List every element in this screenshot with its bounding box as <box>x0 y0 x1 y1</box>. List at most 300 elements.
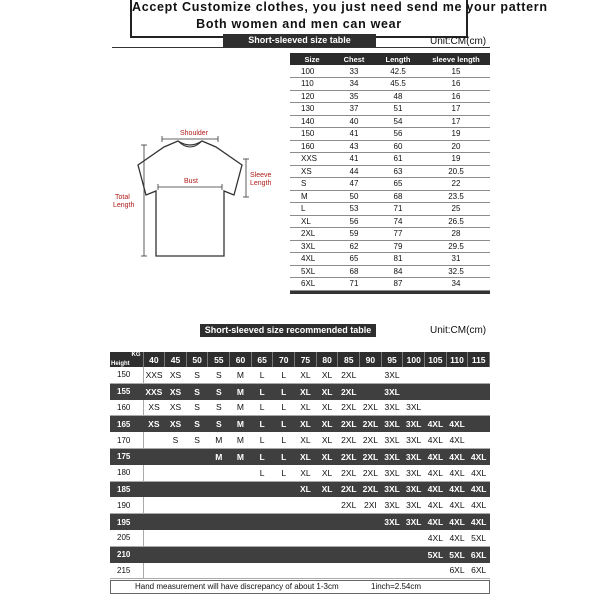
size-cell: S <box>290 178 334 191</box>
size-recommendation-cell <box>251 497 273 513</box>
recommendation-row <box>110 546 490 562</box>
size-recommendation-cell <box>273 546 295 562</box>
banner-line-2: Both women and men can wear <box>196 17 402 31</box>
shoulder-label: Shoulder <box>180 130 209 137</box>
size-recommendation-cell: S <box>165 432 187 448</box>
size-recommendation-cell <box>425 383 447 399</box>
size-recommendation-cell: 2XL <box>360 416 382 432</box>
size-recommendation-cell <box>468 432 490 448</box>
length-cell: 61 <box>374 153 422 166</box>
size-recommendation-cell: 3XL <box>381 481 403 497</box>
size-recommendation-cell <box>165 497 187 513</box>
size-table-row <box>290 103 490 116</box>
sleeve-cell: 19 <box>422 153 490 166</box>
sleeve-cell: 16 <box>422 78 490 91</box>
height-cell: 195 <box>110 514 143 530</box>
height-cell: 215 <box>110 563 143 579</box>
size-recommendation-cell: S <box>186 400 208 416</box>
size-table-row <box>290 203 490 216</box>
chest-cell: 43 <box>334 140 374 153</box>
size-recommendation-cell <box>381 563 403 579</box>
height-cell: 155 <box>110 383 143 399</box>
size-recommendation-cell <box>208 530 230 546</box>
size-recommendation-cell: 4XL <box>446 497 468 513</box>
total-length-label-2: Length <box>113 202 135 209</box>
size-recommendation-cell <box>403 383 425 399</box>
size-recommendation-cell <box>230 481 252 497</box>
size-table <box>290 53 490 294</box>
weight-header-cell: 40 <box>143 352 165 367</box>
size-recommendation-cell: XXS <box>143 383 165 399</box>
weight-header-cell: 50 <box>186 352 208 367</box>
chest-cell: 59 <box>334 228 374 241</box>
size-recommendation-cell <box>230 546 252 562</box>
size-recommendation-cell: 3XL <box>403 481 425 497</box>
size-recommendation-cell <box>403 546 425 562</box>
size-recommendation-cell: S <box>186 383 208 399</box>
size-recommendation-cell: 4XL <box>468 481 490 497</box>
size-recommendation-cell <box>251 481 273 497</box>
size-recommendation-cell <box>403 367 425 383</box>
size-recommendation-cell: 2XL <box>338 497 360 513</box>
recommendation-row <box>110 432 490 448</box>
weight-header-cell: 65 <box>251 352 273 367</box>
size-recommendation-cell: L <box>273 448 295 464</box>
size-recommendation-cell <box>251 546 273 562</box>
size-table-row <box>290 90 490 103</box>
size-recommendation-cell: 2XL <box>338 400 360 416</box>
size-table-row <box>290 128 490 141</box>
size-recommendation-cell <box>186 546 208 562</box>
size-recommendation-cell <box>425 367 447 383</box>
size-recommendation-cell <box>273 514 295 530</box>
length-cell: 87 <box>374 278 422 291</box>
size-recommendation-cell: 2XL <box>360 400 382 416</box>
size-recommendation-cell: 2XL <box>360 448 382 464</box>
length-cell: 45.5 <box>374 78 422 91</box>
size-recommendation-cell <box>273 530 295 546</box>
size-recommendation-cell: M <box>230 448 252 464</box>
size-recommendation-cell: M <box>230 416 252 432</box>
chest-cell: 62 <box>334 240 374 253</box>
sleeve-cell: 22 <box>422 178 490 191</box>
size-recommendation-cell <box>381 530 403 546</box>
size-recommendation-cell: 6XL <box>446 563 468 579</box>
size-recommendation-cell <box>338 546 360 562</box>
size-recommendation-cell: 2XL <box>360 465 382 481</box>
size-table-row <box>290 190 490 203</box>
size-cell: 160 <box>290 140 334 153</box>
size-recommendation-cell: L <box>251 432 273 448</box>
length-cell: 74 <box>374 215 422 228</box>
length-cell: 63 <box>374 165 422 178</box>
length-cell: 77 <box>374 228 422 241</box>
size-cell: L <box>290 203 334 216</box>
size-recommendation-cell <box>165 465 187 481</box>
size-recommendation-cell <box>208 563 230 579</box>
size-recommendation-cell: L <box>251 383 273 399</box>
size-table-row <box>290 253 490 266</box>
size-recommendation-cell: 2XI <box>360 497 382 513</box>
size-recommendation-cell <box>208 465 230 481</box>
size-recommendation-cell: 2XL <box>338 432 360 448</box>
size-recommendation-cell: 6XL <box>468 546 490 562</box>
size-table-title: Short-sleeved size table <box>223 34 376 47</box>
size-recommendation-cell: XL <box>316 416 338 432</box>
size-recommendation-cell <box>143 497 165 513</box>
size-recommendation-cell <box>403 530 425 546</box>
size-recommendation-cell <box>165 563 187 579</box>
size-recommendation-cell: M <box>230 432 252 448</box>
size-recommendation-cell: 2XL <box>338 448 360 464</box>
chest-cell: 40 <box>334 115 374 128</box>
height-cell: 210 <box>110 546 143 562</box>
size-recommendation-cell: L <box>273 465 295 481</box>
size-recommendation-cell: XS <box>165 400 187 416</box>
length-cell: 48 <box>374 90 422 103</box>
size-recommendation-cell: 2XL <box>338 416 360 432</box>
size-recommendation-cell: L <box>273 367 295 383</box>
size-recommendation-cell <box>338 530 360 546</box>
size-cell: M <box>290 190 334 203</box>
size-recommendation-cell <box>208 546 230 562</box>
size-recommendation-cell: XL <box>295 432 317 448</box>
size-recommendation-cell: 3XL <box>381 367 403 383</box>
sleeve-cell: 17 <box>422 115 490 128</box>
weight-header-cell: 105 <box>425 352 447 367</box>
size-recommendation-cell: 2XL <box>338 481 360 497</box>
chest-cell: 68 <box>334 265 374 278</box>
size-recommendation-cell <box>230 530 252 546</box>
size-recommendation-cell: S <box>208 383 230 399</box>
size-recommendation-cell <box>230 497 252 513</box>
size-recommendation-cell: 4XL <box>425 465 447 481</box>
size-recommendation-cell: 4XL <box>446 465 468 481</box>
height-label: Height <box>111 361 130 367</box>
size-recommendation-cell <box>143 432 165 448</box>
size-recommendation-cell <box>251 530 273 546</box>
size-recommendation-cell <box>186 563 208 579</box>
chest-col-header: Chest <box>334 53 374 65</box>
size-recommendation-cell: 3XL <box>381 465 403 481</box>
size-cell: 4XL <box>290 253 334 266</box>
size-recommendation-cell: 3XL <box>381 432 403 448</box>
bust-label: Bust <box>184 178 199 185</box>
size-recommendation-cell: L <box>251 465 273 481</box>
chest-cell: 50 <box>334 190 374 203</box>
size-recommendation-cell: XXS <box>143 367 165 383</box>
size-recommendation-cell <box>143 448 165 464</box>
chest-cell: 71 <box>334 278 374 291</box>
rec-table-unit: Unit:CM(cm) <box>430 325 487 336</box>
size-recommendation-cell <box>446 367 468 383</box>
length-col-header: Length <box>374 53 422 65</box>
chest-cell: 53 <box>334 203 374 216</box>
size-recommendation-cell <box>186 465 208 481</box>
length-cell: 65 <box>374 178 422 191</box>
size-recommendation-cell <box>403 563 425 579</box>
size-recommendation-cell: 4XL <box>446 530 468 546</box>
size-cell: 6XL <box>290 278 334 291</box>
size-recommendation-cell: 4XL <box>446 432 468 448</box>
size-recommendation-cell: 4XL <box>446 416 468 432</box>
size-recommendation-cell: XL <box>316 481 338 497</box>
size-table-row <box>290 265 490 278</box>
tshirt-diagram <box>106 115 286 275</box>
height-cell: 175 <box>110 448 143 464</box>
recommendation-row <box>110 465 490 481</box>
weight-header-cell: 55 <box>208 352 230 367</box>
size-recommendation-cell: 6XL <box>468 563 490 579</box>
size-recommendation-cell <box>446 383 468 399</box>
size-recommendation-cell: 5XL <box>446 546 468 562</box>
banner-line-1: Accept Customize clothes, you just need send me your pattern <box>132 0 548 14</box>
size-recommendation-cell <box>273 481 295 497</box>
size-recommendation-cell: 3XL <box>403 465 425 481</box>
size-recommendation-cell <box>360 514 382 530</box>
size-recommendation-cell <box>295 546 317 562</box>
size-recommendation-cell <box>165 481 187 497</box>
size-recommendation-cell: 3XL <box>381 448 403 464</box>
sleeve-cell: 26.5 <box>422 215 490 228</box>
sleeve-cell: 34 <box>422 278 490 291</box>
chest-cell: 44 <box>334 165 374 178</box>
size-recommendation-cell: S <box>208 367 230 383</box>
size-recommendation-cell: 2XL <box>338 367 360 383</box>
size-recommendation-cell: 4XL <box>425 432 447 448</box>
size-recommendation-cell <box>230 514 252 530</box>
size-table-row <box>290 278 490 291</box>
sleeve-cell: 23.5 <box>422 190 490 203</box>
weight-header-cell: 70 <box>273 352 295 367</box>
measurement-note: Hand measurement will have discrepancy of about 1-3cm <box>135 582 339 591</box>
height-cell: 170 <box>110 432 143 448</box>
size-recommendation-cell: 3XL <box>403 448 425 464</box>
size-recommendation-cell: S <box>186 367 208 383</box>
size-recommendation-cell <box>381 546 403 562</box>
size-cell: 5XL <box>290 265 334 278</box>
size-recommendation-cell: 4XL <box>425 481 447 497</box>
sleeve-cell: 16 <box>422 90 490 103</box>
size-recommendation-cell: 3XL <box>381 514 403 530</box>
size-recommendation-cell <box>186 448 208 464</box>
size-recommendation-cell: XL <box>316 432 338 448</box>
size-recommendation-cell <box>360 563 382 579</box>
size-recommendation-cell <box>425 563 447 579</box>
weight-header-cell: 75 <box>295 352 317 367</box>
size-recommendation-cell <box>468 367 490 383</box>
size-recommendation-cell <box>251 514 273 530</box>
chest-cell: 33 <box>334 65 374 78</box>
size-recommendation-cell: 3XL <box>403 497 425 513</box>
size-cell: 140 <box>290 115 334 128</box>
size-recommendation-cell: 3XL <box>381 400 403 416</box>
recommended-size-table <box>110 352 490 579</box>
sleeve-cell: 25 <box>422 203 490 216</box>
weight-header-cell: 90 <box>360 352 382 367</box>
size-recommendation-cell: XL <box>316 400 338 416</box>
header-banner <box>130 0 548 38</box>
size-cell: 2XL <box>290 228 334 241</box>
weight-header-cell: 110 <box>446 352 468 367</box>
size-cell: 110 <box>290 78 334 91</box>
recommendation-row <box>110 448 490 464</box>
size-table-row <box>290 228 490 241</box>
weight-header-cell: 60 <box>230 352 252 367</box>
size-cell: 3XL <box>290 240 334 253</box>
size-cell: 150 <box>290 128 334 141</box>
size-recommendation-cell: 4XL <box>468 514 490 530</box>
size-recommendation-cell: 4XL <box>468 448 490 464</box>
size-recommendation-cell <box>143 465 165 481</box>
chest-cell: 37 <box>334 103 374 116</box>
recommendation-row <box>110 400 490 416</box>
size-recommendation-cell <box>468 383 490 399</box>
size-recommendation-cell: S <box>186 432 208 448</box>
size-recommendation-cell: L <box>273 416 295 432</box>
size-recommendation-cell <box>316 514 338 530</box>
size-recommendation-cell <box>143 530 165 546</box>
size-recommendation-cell: XL <box>295 416 317 432</box>
total-length-label-1: Total <box>115 194 130 201</box>
size-recommendation-cell <box>143 481 165 497</box>
sleeve-cell: 28 <box>422 228 490 241</box>
chest-cell: 34 <box>334 78 374 91</box>
chest-cell: 56 <box>334 215 374 228</box>
size-table-row <box>290 140 490 153</box>
size-table-row <box>290 115 490 128</box>
size-recommendation-cell <box>295 514 317 530</box>
size-recommendation-cell <box>208 481 230 497</box>
length-cell: 42.5 <box>374 65 422 78</box>
size-recommendation-cell: L <box>251 367 273 383</box>
size-recommendation-cell: M <box>208 432 230 448</box>
size-recommendation-cell: L <box>251 400 273 416</box>
height-cell: 160 <box>110 400 143 416</box>
rec-table-title: Short-sleeved size recommended table <box>200 324 376 337</box>
size-table-row <box>290 240 490 253</box>
size-recommendation-cell <box>338 563 360 579</box>
sleeve-cell: 29.5 <box>422 240 490 253</box>
size-recommendation-cell: S <box>186 416 208 432</box>
weight-header-row <box>110 352 490 367</box>
size-recommendation-cell <box>143 514 165 530</box>
size-recommendation-cell: 5XL <box>425 546 447 562</box>
size-recommendation-cell: 4XL <box>425 448 447 464</box>
chest-cell: 47 <box>334 178 374 191</box>
size-recommendation-cell: M <box>230 400 252 416</box>
size-recommendation-cell <box>143 563 165 579</box>
size-recommendation-cell: XL <box>295 400 317 416</box>
size-recommendation-cell: XL <box>316 465 338 481</box>
size-col-header: Size <box>290 53 334 65</box>
size-recommendation-cell <box>360 367 382 383</box>
sleeve-cell: 32.5 <box>422 265 490 278</box>
inch-conversion: 1inch=2.54cm <box>371 582 422 591</box>
size-recommendation-cell: 2XL <box>360 481 382 497</box>
sleeve-col-header: sleeve length <box>422 53 490 65</box>
size-cell: 100 <box>290 65 334 78</box>
size-table-row <box>290 178 490 191</box>
size-recommendation-cell <box>165 530 187 546</box>
size-table-row <box>290 78 490 91</box>
size-cell: 130 <box>290 103 334 116</box>
length-cell: 54 <box>374 115 422 128</box>
size-recommendation-cell: XS <box>143 400 165 416</box>
size-recommendation-cell: L <box>273 383 295 399</box>
size-recommendation-cell: M <box>230 367 252 383</box>
recommendation-row <box>110 530 490 546</box>
recommendation-row <box>110 563 490 579</box>
size-recommendation-cell <box>316 546 338 562</box>
size-table-footer-bar <box>290 290 490 294</box>
length-cell: 51 <box>374 103 422 116</box>
size-recommendation-cell: XS <box>165 416 187 432</box>
sleeve-cell: 31 <box>422 253 490 266</box>
footnote <box>110 580 490 594</box>
size-recommendation-cell <box>316 530 338 546</box>
size-recommendation-cell: 5XL <box>468 530 490 546</box>
size-recommendation-cell: XL <box>316 448 338 464</box>
size-recommendation-cell: 3XL <box>381 497 403 513</box>
size-recommendation-cell <box>295 497 317 513</box>
length-cell: 84 <box>374 265 422 278</box>
weight-header-cell: 100 <box>403 352 425 367</box>
size-recommendation-cell <box>446 400 468 416</box>
height-cell: 190 <box>110 497 143 513</box>
size-recommendation-cell: XS <box>165 367 187 383</box>
size-recommendation-cell <box>360 530 382 546</box>
size-recommendation-cell <box>186 497 208 513</box>
size-recommendation-cell <box>186 530 208 546</box>
recommendation-row <box>110 383 490 399</box>
length-cell: 81 <box>374 253 422 266</box>
size-recommendation-cell: 4XL <box>446 514 468 530</box>
size-recommendation-cell <box>316 497 338 513</box>
recommendation-row <box>110 416 490 432</box>
size-recommendation-cell <box>186 481 208 497</box>
size-recommendation-cell: XS <box>165 383 187 399</box>
sleeve-cell: 20.5 <box>422 165 490 178</box>
size-cell: 120 <box>290 90 334 103</box>
size-recommendation-cell <box>295 563 317 579</box>
size-recommendation-cell: L <box>251 448 273 464</box>
size-cell: XL <box>290 215 334 228</box>
chest-cell: 41 <box>334 153 374 166</box>
size-table-row <box>290 65 490 78</box>
size-recommendation-cell: 4XL <box>425 530 447 546</box>
size-recommendation-cell: 2XL <box>338 383 360 399</box>
size-recommendation-cell <box>143 546 165 562</box>
size-table-row <box>290 153 490 166</box>
weight-header-cell: 45 <box>165 352 187 367</box>
size-recommendation-cell: M <box>208 448 230 464</box>
size-recommendation-cell: 4XL <box>468 497 490 513</box>
size-recommendation-cell <box>230 465 252 481</box>
size-recommendation-cell: 4XL <box>425 514 447 530</box>
weight-header-cell: 115 <box>468 352 490 367</box>
size-recommendation-cell: 2XL <box>338 465 360 481</box>
size-recommendation-cell <box>360 383 382 399</box>
size-table-header <box>290 53 490 65</box>
recommendation-row <box>110 514 490 530</box>
size-recommendation-cell <box>295 530 317 546</box>
size-recommendation-cell <box>273 497 295 513</box>
size-recommendation-cell: 4XL <box>425 416 447 432</box>
recommendation-row <box>110 497 490 513</box>
weight-header-cell: 85 <box>338 352 360 367</box>
sleeve-cell: 19 <box>422 128 490 141</box>
